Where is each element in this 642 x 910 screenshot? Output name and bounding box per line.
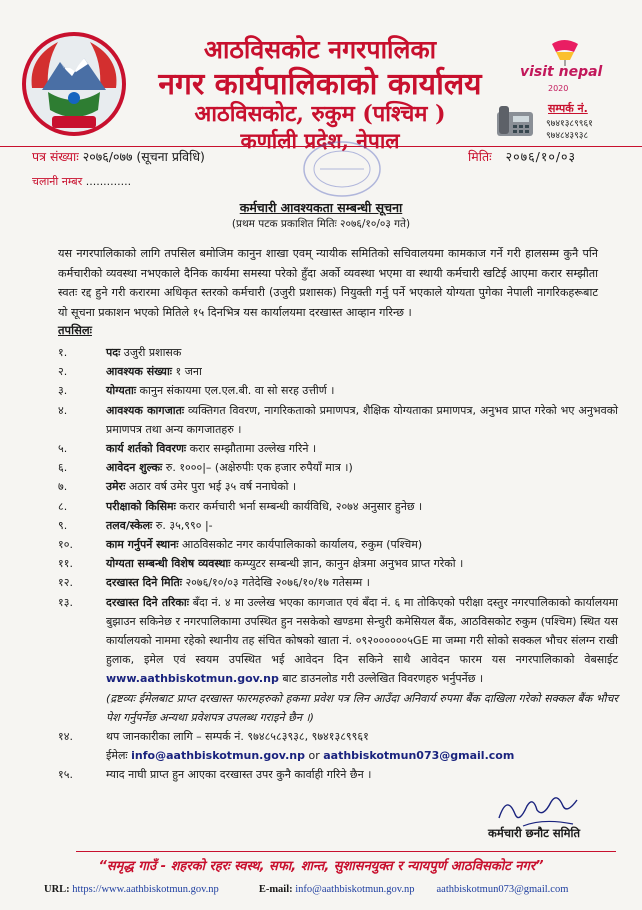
email-link-1[interactable]: info@aathbiskotmun.gov.np (131, 749, 305, 763)
list-item: ६. आवेदन शुल्कः रु. १०००|– (अक्षेरुपीः एक हजार रुपैयाँ मात्र ।) (58, 461, 353, 475)
contact-number-2: ९७४८४३९३८ (546, 131, 589, 141)
contact-number-1: ९७४१३८९९६१ (546, 119, 593, 129)
footer-url-link[interactable]: https://www.aathbiskotmun.gov.np (72, 884, 219, 895)
province-name: कर्णाली प्रदेश, नेपाल (240, 128, 400, 153)
list-item: ५. कार्य शर्तको विवरणः करार सम्झौतामा उल्लेख गरिने । (58, 442, 317, 456)
email-link-2[interactable]: aathbiskotmun073@gmail.com (323, 749, 515, 763)
contact-label: सम्पर्क नं. (548, 102, 588, 115)
list-item: १०. काम गर्नुपर्ने स्थानः आठविसकोट नगर कार्यपालिकाको कार्यालय, रुकुम (पश्चिम) (58, 538, 423, 552)
office-location: आठविसकोट, रुकुम (पश्चिम ) (194, 101, 446, 127)
letter-date: मितिः २०७६/१०/०३ (468, 149, 577, 164)
list-item: ४. आवश्यक कागजातः व्यक्तिगत विवरण, नागरिकताको प्रमाणपत्र, शैक्षिक योग्यताका प्रमाणपत्र, अनुभव प्राप्त गरेको भए अनुभवको प्रमाणपत्र तथा अन्य कागजातहरु । (58, 403, 618, 436)
list-item: ११. योग्यता सम्बन्धी विशेष व्यवस्थाः कम्प्युटर सम्बन्धी ज्ञान, कानुन क्षेत्रमा अनुभव प्राप्त गरेको । (58, 557, 464, 571)
details-list (58, 343, 618, 785)
footer-slogan: “समृद्ध गाउँ - शहरको रहरः स्वस्थ, सफा, शान्त, सुशासनयुक्त र न्यायपुर्ण आठविसकोट नगर” (98, 859, 544, 874)
footer-contacts: URL: https://www.aathbiskotmun.gov.np E-mail: info@aathbiskotmun.gov.np aathbiskotmun073@gmail.com (44, 884, 569, 895)
list-item: ८. परीक्षाको किसिमः करार कर्मचारी भर्ना सम्बन्धी कार्यविधि, २०७४ अनुसार हुनेछ । (58, 499, 423, 513)
list-item: १४. थप जानकारीका लागि – सम्पर्क नं. ९७४८५८३९३८, ९७४१३८९९६१ ईमेलः info@aathbiskotmun.gov.np or aathbiskotmun073@gmail.com (58, 730, 515, 763)
list-item: ७. उमेरः अठार वर्ष उमेर पुरा भई ३५ वर्ष ननाघेको । (58, 480, 297, 494)
visit-nepal-year: 2020 (548, 84, 569, 93)
list-item: १. पदः उजुरी प्रशासक (58, 346, 182, 359)
telephone-icon (495, 104, 535, 138)
footer-email-link-2[interactable]: aathbiskotmun073@gmail.com (436, 884, 569, 895)
office-stamp (300, 138, 384, 200)
footer-email-link[interactable]: info@aathbiskotmun.gov.np (295, 884, 415, 895)
list-item: १३. दरखास्त दिने तरिकाः बँदा नं. ४ मा उल्लेख भएका कागजात एवं बँदा नं. ६ मा तोकिएको परीक्षा दस्तुर नगरपालिकाको कार्यालयमा बुझाउन सकिनेछ र नगरपालिकामा उपस्थित हुन नसकेको खण्डमा सेन्चुरी कमेसियल बैंक, आठविसकोट रुकुम (पश्चिम) स्थित यस कार्यालयको नाममा रहेको स्थानीय तह संचित कोषको खाता नं. ०९२००००००५GE मा जम्मा गरी सोको सक्कल भौचर संलग्न राखी हुलाक, इमेल एवं स्वयम उपस्थित भई आवेदन दिन सकिने साथै आवेदन फारम यस नगरपालिकाको वेबसाईट www.aathbiskotmun.gov.np बाट डाउनलोड गरी उल्लेखित विवरणहरु भर्नुपर्नेछ । (द्रष्टव्यः ईमेलबाट प्राप्त दरखास्त फारमहरुको हकमा प्रवेश पत्र लिन आउँदा अनिवार्य रुपमा बैंक दाखिला गरेको सक्कल बैंक भौचर पेश गर्नुपर्नेछ अन्यथा प्रवेशपत्र उपलब्ध गराइने छैन ।) (58, 595, 619, 724)
dispatch-number: चलानी नम्बर ............. (32, 175, 132, 188)
list-item: २. आवश्यक संख्याः १ जना (58, 365, 202, 379)
committee-name: कर्मचारी छनौट समिति (488, 826, 581, 840)
notice-body: यस नगरपालिकाको लागि तपसिल बमोजिम कानुन शाखा एवम् न्यायीक समितिको सचिवालयमा कामकाज गर्ने गरी हालसम्म कुनै पनि कर्मचारीको व्यवस्था नभएकाले दैनिक कार्यमा समस्या परेको हुँदा अर्को व्यवस्था भएमा वा स्थायी कर्मचारी खटिई आएमा करार सम्झौता स्वतः रद्द हुने गरी करारमा अधिकृत स्तरको कर्मचारी (उजुरी प्रशासक) नियुक्ती गर्नु पर्ने भएकाले योग्यता पुगेका नेपाली नागरिकहरूबाट यो सूचना प्रकाशन भएको मितिले १५ दिनभित्र यस कार्यालयमा दरखास्त आव्हान गरिन्छ । (58, 247, 598, 320)
municipality-name: आठविसकोट नगरपालिका (203, 35, 437, 64)
list-item: ९. तलव/स्केलः रु. ३५,९९० |- (58, 518, 213, 532)
nepal-emblem-logo (18, 28, 130, 140)
list-item: १२. दरखास्त दिने मितिः २०७६/१०/०३ गतेदेखि २०७६/१०/१७ गतेसम्म । (58, 576, 370, 590)
list-item: १५. म्याद नाघी प्राप्त हुन आएका दरखास्त उपर कुनै कार्वाही गरिने छैन । (58, 768, 372, 782)
list-item: ३. योग्यताः कानुन संकायमा एल.एल.बी. वा सो सरह उत्तीर्ण । (58, 384, 335, 398)
office-name: नगर कार्यपालिकाको कार्यालय (158, 67, 482, 102)
notice-title: कर्मचारी आवश्यकता सम्बन्धी सूचना (239, 200, 403, 215)
details-heading: तपसिलः (58, 323, 92, 337)
footer-divider (76, 851, 616, 852)
visit-nepal-text: visit nepal (520, 64, 603, 80)
website-link[interactable]: www.aathbiskotmun.gov.np (106, 672, 279, 686)
reference-number: पत्र संख्याः २०७६/०७७ (सूचना प्रविधि) (32, 149, 205, 164)
note-text: (द्रष्टव्यः ईमेलबाट प्राप्त दरखास्त फारमहरुको हकमा प्रवेश पत्र लिन आउँदा अनिवार्य रुपमा बैंक दाखिला गरेको सक्कल बैंक भौचर पेश गर्नुपर्नेछ अन्यथा प्रवेशपत्र उपलब्ध गराइने छैन ।) (106, 691, 618, 724)
notice-subtitle: (प्रथम पटक प्रकाशित मितिः २०७६/१०/०३ गते) (231, 218, 411, 230)
